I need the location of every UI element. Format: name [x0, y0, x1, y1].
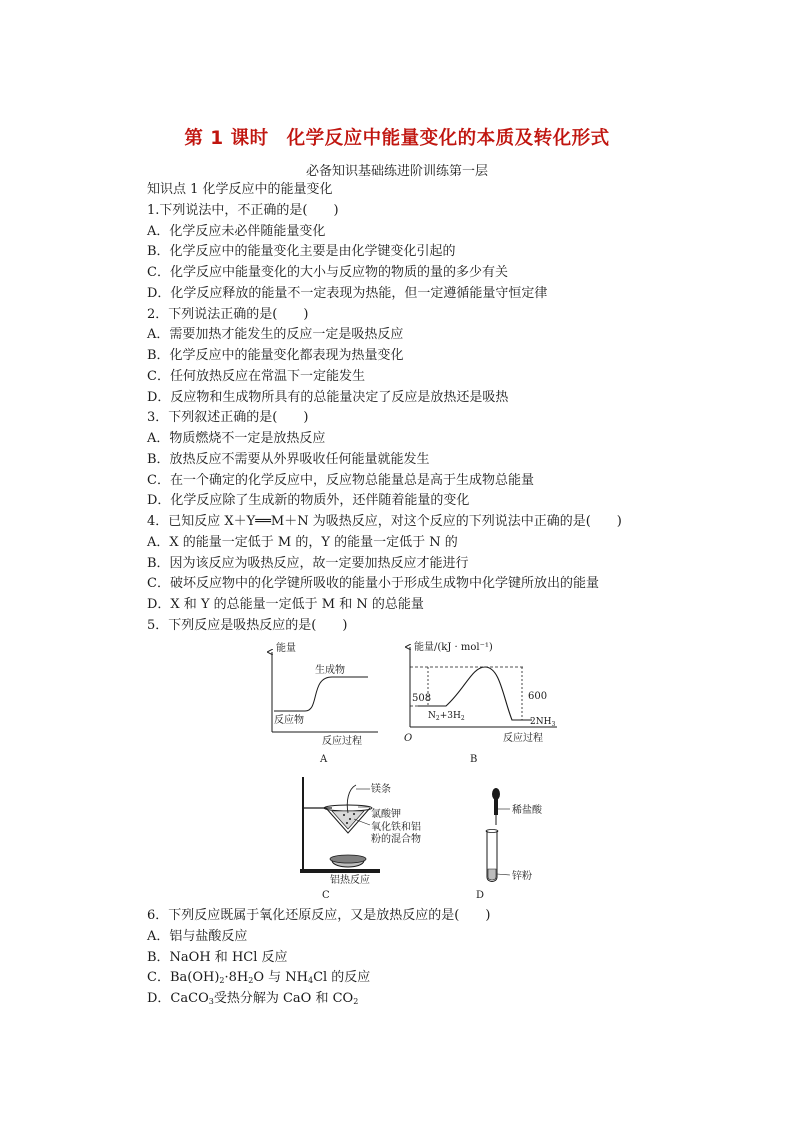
- fig-a-energy-curve: [274, 677, 368, 711]
- text-line: 1.下列说法中，不正确的是( ): [147, 202, 339, 218]
- figure-a-energy-diagram: [272, 641, 378, 765]
- practice-subtitle: 必备知识基础练进阶训练第一层: [305, 164, 488, 179]
- question-6: [147, 906, 667, 1010]
- fig-c-caption: 铝热反应: [330, 875, 370, 886]
- fig-b-value-600: 600: [528, 691, 548, 702]
- text-line: D．化学反应除了生成新的物质外，还伴随着能量的变化: [147, 493, 470, 509]
- text-line: A．需要加热才能发生的反应一定是吸热反应: [147, 327, 404, 343]
- reaction-figures: [260, 637, 600, 907]
- fig-a-reactant-label: 反应物: [274, 715, 304, 726]
- fig-a-ylabel: 能量: [276, 643, 296, 654]
- fig-b-ylabel: 能量/(kJ · mol⁻¹): [414, 642, 493, 653]
- fig-a-product-label: 生成物: [315, 665, 345, 676]
- q6-option-d: D．CaCO$_3$受热分解为 CaO 和 $CO_2$: [147, 991, 359, 1006]
- text-line: C．破坏反应物中的化学键所吸收的能量小于形成生成物中化学键所放出的能量: [147, 576, 599, 592]
- text-line: 3．下列叙述正确的是( ): [147, 410, 309, 426]
- fig-a-xlabel: 反应过程: [322, 736, 362, 747]
- lesson-title: [0, 124, 794, 150]
- q6-option-b: B．NaOH 和 HCl 反应: [147, 949, 288, 965]
- question-body: [147, 180, 667, 637]
- fig-b-reactants: $N_2+3H_2$: [428, 711, 465, 722]
- fig-c-label-mixture: 粉的混合物: [371, 834, 421, 845]
- text-line: A．化学反应未必伴随能量变化: [147, 223, 326, 239]
- text-line: C．化学反应中能量变化的大小与反应物的物质的量的多少有关: [147, 265, 508, 280]
- text-line: C．在一个确定的化学反应中，反应物总能量总是高于生成物总能量: [147, 472, 534, 488]
- text-line: B．化学反应中的能量变化都表现为热量变化: [147, 348, 404, 363]
- text-line: 4．已知反应 X＋Y══M＋N 为吸热反应，对这个反应的下列说法中正确的是( ): [147, 514, 622, 529]
- fig-b-xlabel: 反应过程: [503, 733, 543, 744]
- figure-b-energy-diagram: [404, 640, 557, 765]
- section-heading: 知识点 1 化学反应中的能量变化: [147, 182, 333, 197]
- fig-d-label-zinc: 锌粉: [512, 871, 532, 882]
- text-line: D．反应物和生成物所具有的总能量决定了反应是放热还是吸热: [147, 389, 509, 405]
- fig-a-letter: A: [320, 754, 328, 765]
- text-line: D．X 和 Y 的总能量一定低于 M 和 N 的总能量: [147, 597, 424, 612]
- fig-c-label-chlorate: 氯酸钾: [371, 809, 401, 820]
- q6-option-a: A．铝与盐酸反应: [147, 928, 248, 944]
- text-line: B．放热反应不需要从外界吸收任何能量就能发生: [147, 451, 430, 467]
- text-line: A．X 的能量一定低于 M 的，Y 的能量一定低于 N 的: [147, 534, 458, 550]
- fig-b-products: $2NH_3$: [530, 717, 556, 728]
- fig-c-label-magnesium: 镁条: [371, 784, 391, 795]
- lesson-topic: 化学反应中能量变化的本质及转化形式: [286, 128, 610, 149]
- lesson-number: 第 1 课时: [184, 128, 269, 149]
- figure-c-thermite-apparatus: [300, 777, 421, 901]
- q6-option-c: C．$Ba(OH)_2\cdot 8H_2O$ 与 $NH_4Cl$ 的反应: [147, 970, 371, 986]
- text-line: B．因为该反应为吸热反应，故一定要加热反应才能进行: [147, 555, 469, 571]
- figure-d-zinc-acid: [476, 788, 543, 901]
- text-line: C．任何放热反应在常温下一定能发生: [147, 368, 365, 384]
- text-line: A．物质燃烧不一定是放热反应: [147, 431, 326, 446]
- text-line: 2．下列说法正确的是( ): [147, 306, 309, 322]
- text-line: B．化学反应中的能量变化主要是由化学键变化引起的: [147, 244, 456, 260]
- text-line: D．化学反应释放的能量不一定表现为热能，但一定遵循能量守恒定律: [147, 285, 548, 301]
- fig-c-letter: C: [322, 890, 330, 901]
- text-line: 5．下列反应是吸热反应的是( ): [147, 617, 348, 633]
- fig-c-label-oxide: 氧化铁和铝: [371, 822, 421, 833]
- fig-b-letter: B: [470, 754, 478, 765]
- q6-stem: 6．下列反应既属于氧化还原反应，又是放热反应的是( ): [147, 908, 491, 923]
- fig-d-letter: D: [476, 890, 485, 901]
- fig-b-value-508: 508: [412, 693, 432, 704]
- fig-d-label-acid: 稀盐酸: [512, 805, 542, 816]
- fig-b-origin: O: [404, 733, 413, 744]
